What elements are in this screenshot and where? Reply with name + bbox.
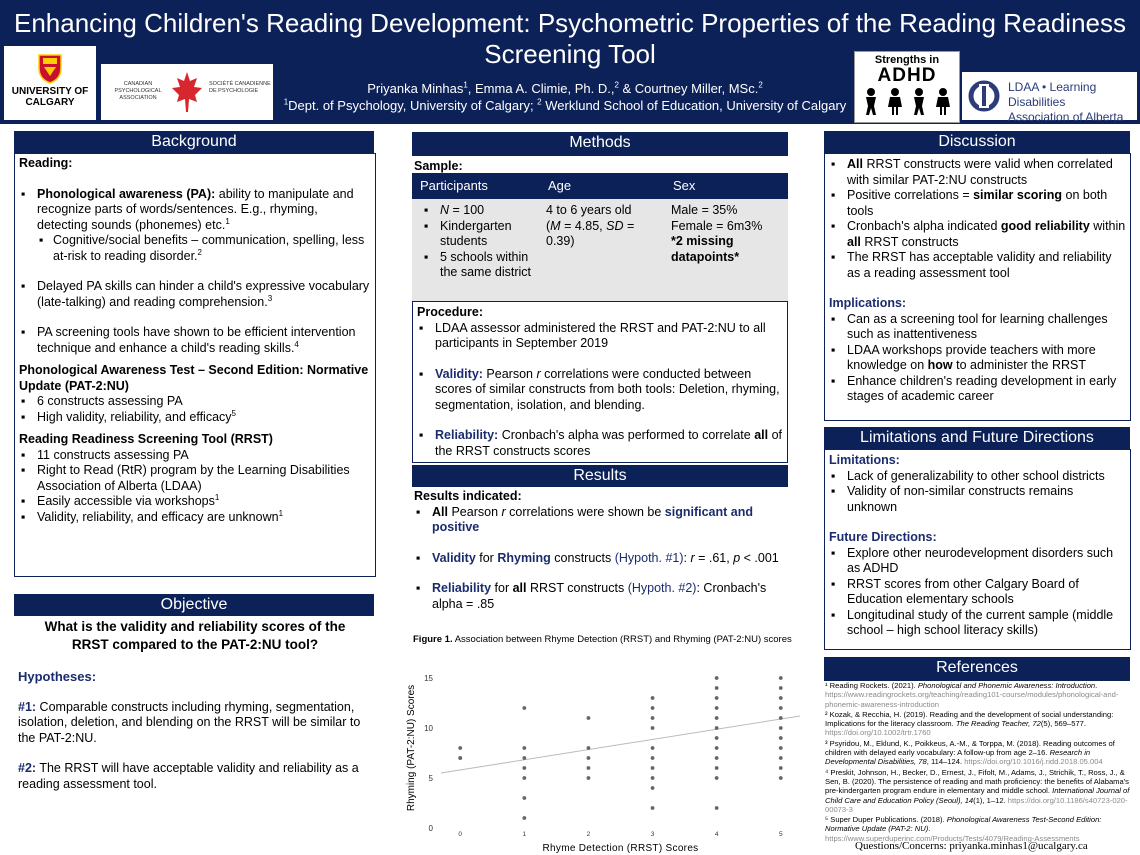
x-tick-label: 2	[586, 831, 591, 838]
scatter-point	[522, 816, 526, 820]
hypothesis-1: #1: Comparable constructs including rhyming, segmentation, isolation, deletion, and blending on the RRST will be similar to the PAT-2:NU.	[18, 699, 361, 745]
scatter-point	[779, 696, 783, 700]
list-item: ▪ High validity, reliability, and efficacy$^5$	[19, 410, 371, 426]
strengths-in-adhd-logo: Strengths in ADHD	[854, 51, 960, 123]
scatter-point	[458, 756, 462, 760]
scatter-point	[779, 746, 783, 750]
scatter-point	[715, 766, 719, 770]
x-tick-label: 5	[778, 831, 783, 838]
list-item: ▪ Enhance children's reading development in early stages of academic career	[829, 374, 1126, 405]
table-header: Sex	[665, 173, 788, 199]
list-item: ▪ Delayed PA skills can hinder a child's expressive vocabulary (late-talking) and reading comprehension.$^3$	[19, 279, 371, 310]
table-header: Participants	[412, 173, 540, 199]
x-tick-label: 1	[522, 831, 527, 838]
scatter-point	[651, 786, 655, 790]
list-item: ▪ Reliability for all RRST constructs (Hypoth. #2): Cronbach's alpha = .85	[414, 581, 784, 612]
scatter-point	[522, 766, 526, 770]
x-tick-label: 0	[458, 831, 463, 838]
scatter-point	[587, 746, 591, 750]
scatter-point	[715, 736, 719, 740]
author-list: Priyanka Minhas$^1$, Emma A. Climie, Ph. D.,$^2$ & Courtney Miller, MSc.$^2$	[367, 80, 763, 96]
scatter-point	[715, 686, 719, 690]
scatter-point	[522, 756, 526, 760]
scatter-point	[779, 766, 783, 770]
scatter-point	[715, 716, 719, 720]
ldaa-logo: LDAA • Learning Disabilities Association of Alberta	[962, 72, 1137, 120]
scatter-point	[651, 776, 655, 780]
objective-panel: What is the validity and reliability scores of the RRST compared to the PAT-2:NU tool? Hypotheses: #1: Comparable constructs including rhyming, segmentation, isolation, deletion, and blending on the RRST will be similar to the PAT-2:NU. #2: The RRST will have acceptable validity and reliability as a reading assessment tool.	[14, 616, 376, 852]
discussion-panel: ▪ All RRST constructs were valid when correlated with similar PAT-2:NU constructs ▪ Positive correlations = similar scoring on both tools ▪ Cronbach's alpha indicated good reliability within all RRST constructs ▪ The RRST has acceptable validity and reliability as a reading assessment tool Implications: ▪ Can as a screening tool for learning challenges such as inattentiveness ▪ LDAA workshops provide teachers with more knowledge on how to administer the RRST ▪ Enhance children's reading development in early stages of academic career	[824, 153, 1131, 421]
scatter-point	[587, 766, 591, 770]
scatter-point	[715, 756, 719, 760]
cpa-logo: CANADIAN PSYCHOLOGICAL ASSOCIATION SOCIÉTÉ CANADIENNE DE PSYCHOLOGIE	[101, 64, 273, 120]
figure-caption: Figure 1. Association between Rhyme Detection (RRST) and Rhyming (PAT-2:NU) scores	[413, 634, 792, 645]
x-tick-label: 4	[714, 831, 719, 838]
procedure-panel: Procedure: ▪ LDAA assessor administered the RRST and PAT-2:NU to all participants in September 2019 ▪ Validity: Pearson r correlations were conducted between scores of similar constructs from both tools: Deletion, rhyming, segmentation, isolation, and blending. ▪ Reliability: Cronbach's alpha was performed to correlate all of the RRST constructs scores	[412, 301, 788, 463]
poster-header	[0, 0, 1140, 124]
limitations-panel: Limitations: ▪ Lack of generalizability to other school districts ▪ Validity of non-similar constructs remains unknown Future Directions: ▪ Explore other neurodevelopment disorders such as ADHD ▪ RRST scores from other Calgary Board of Education elementary schools ▪ Longitudinal study of the current sample (middle school – high school literacy skills)	[824, 449, 1131, 650]
list-item: ▪ Validity of non-similar constructs remains unknown	[829, 484, 1126, 515]
section-heading-methods: Methods	[412, 132, 788, 156]
y-axis-label: Rhyming (PAT-2:NU) Scores	[406, 684, 417, 812]
reference-link[interactable]: https://doi.org/10.1002/trtr.1760	[825, 728, 931, 738]
scatter-point	[715, 726, 719, 730]
maple-leaf-icon	[169, 70, 205, 114]
reference-link[interactable]: https://www.readingrockets.org/teaching/reading101-course/modules/phonological-and-phonemic-awareness-introduction	[825, 690, 1119, 709]
list-item: ▪ Validity, reliability, and efficacy are unknown$^1$	[19, 510, 371, 526]
section-heading-objective: Objective	[14, 594, 374, 618]
scatter-point	[779, 726, 783, 730]
scatter-point	[651, 696, 655, 700]
list-item: ▪ Validity for Rhyming constructs (Hypoth. #1): r = .61, p < .001	[414, 551, 784, 567]
list-item: ▪ Right to Read (RtR) program by the Learning Disabilities Association of Alberta (LDAA)	[19, 463, 371, 494]
list-item: ▪ Lack of generalizability to other school districts	[829, 469, 1126, 485]
scatter-point	[522, 776, 526, 780]
scatter-point	[522, 706, 526, 710]
affiliations: $^1$Dept. of Psychology, University of Calgary; $^2$ Werklund School of Education, University of Calgary	[283, 97, 847, 113]
scatter-point	[651, 746, 655, 750]
scatter-point	[715, 806, 719, 810]
reference-item: ⁵ Super Duper Publications. (2018). Phonological Awareness Test-Second Edition: Normative Update (PAT-2: NU). https://www.superduperinc.com/Products/Tests/4079/Reading-Assessments	[825, 815, 1102, 843]
scatter-point	[779, 776, 783, 780]
scatter-point	[522, 796, 526, 800]
section-heading-references: References	[824, 657, 1130, 681]
hypothesis-2: #2: The RRST will have acceptable validity and reliability as a reading assessment tool.	[18, 761, 359, 791]
scatter-point	[715, 746, 719, 750]
reference-list	[825, 681, 1130, 843]
reference-link[interactable]: https://doi.org/10.1186/s40723-020-00073-3	[825, 795, 1128, 814]
reference-item: ³ Psyridou, M., Eklund, K., Poikkeus, A.-M., & Torppa, M. (2018). Reading outcomes of children with delayed early vocabulary: A follow-up from age 2–16. Research in Developmental Disabilities, 78, 114–124. https://doi.org/10.1016/j.ridd.2018.05.004	[825, 738, 1115, 767]
scatter-point	[522, 746, 526, 750]
y-tick-label: 10	[424, 724, 433, 733]
x-tick-label: 3	[650, 831, 655, 838]
list-item: ▪ Longitudinal study of the current sample (middle school – high school literacy skills)	[829, 608, 1126, 639]
scatter-point	[715, 706, 719, 710]
children-silhouettes-icon	[859, 86, 955, 116]
scatter-point	[651, 706, 655, 710]
y-tick-label: 5	[428, 774, 433, 783]
reference-item: ¹ Reading Rockets. (2021). Phonological and Phonemic Awareness: Introduction. https://www.readingrockets.org/teaching/reading101-course/modules/phonological-and-phonemic-awareness-introduction	[825, 681, 1119, 709]
background-panel: Reading: ▪ Phonological awareness (PA): ability to manipulate and recognize parts of words/sentences. E.g., rhyming, detecting sounds (phonemes) etc.$^1$ ▪ Cognitive/social benefits – communication, spelling, less at-risk to reading disorder.$^2$ ▪ Delayed PA skills can hinder a child's expressive vocabulary (late-talking) and reading comprehension.$^3$ ▪ PA screening tools have shown to be efficient intervention technique and enhance a child's reading skills.$^4$ Phonological Awareness Test – Second Edition: Normative Update (PAT-2:NU) ▪ 6 constructs assessing PA ▪ High validity, reliability, and efficacy$^5$ Reading Readiness Screening Tool (RRST) ▪ 11 constructs assessing PA ▪ Right to Read (RtR) program by the Learning Disabilities Association of Alberta (LDAA) ▪ Easily accessible via workshops$^1$ ▪ Validity, reliability, and efficacy are unknown$^1$	[14, 153, 376, 577]
list-item: ▪ Reliability: Cronbach's alpha was performed to correlate all of the RRST constructs scores	[417, 428, 783, 459]
scatter-point	[715, 676, 719, 680]
scatter-point	[651, 726, 655, 730]
scatter-point	[587, 756, 591, 760]
list-item: ▪ RRST scores from other Calgary Board of Education elementary schools	[829, 577, 1126, 608]
trendline	[441, 716, 800, 773]
section-heading-results: Results	[412, 465, 788, 489]
scatter-point	[779, 706, 783, 710]
list-item: ▪ LDAA workshops provide teachers with more knowledge on how to administer the RRST	[829, 343, 1126, 374]
reference-item: ⁴ Preskit, Johnson, H., Becker, D., Ernest, J., Fifolt, M., Adams, J., Strichik, T., Ross, J., & Sen, B. (2020). The persistence of reading and math proficiency: the benefits of Alabama's pre-kindergarten program endure in elementary and middle school. International Journal of Child Care and Education Policy (Seoul), 14(1), 1–12. https://doi.org/10.1186/s40723-020-00073-3	[825, 767, 1130, 814]
scatter-point	[587, 716, 591, 720]
scatter-point	[651, 766, 655, 770]
reference-link[interactable]: https://doi.org/10.1016/j.ridd.2018.05.004	[964, 757, 1103, 767]
list-item: ▪ Can as a screening tool for learning challenges such as inattentiveness	[829, 312, 1126, 343]
scatter-point	[715, 776, 719, 780]
scatter-point	[715, 696, 719, 700]
scatter-point	[779, 736, 783, 740]
scatter-point	[458, 746, 462, 750]
scatter-point	[651, 806, 655, 810]
list-item: ▪ Validity: Pearson r correlations were conducted between scores of similar constructs from both tools: Deletion, rhyming, segmentation, isolation, and blending.	[417, 367, 783, 414]
list-item: ▪ Cronbach's alpha indicated good reliability within all RRST constructs	[829, 219, 1126, 250]
list-item: ▪ Explore other neurodevelopment disorders such as ADHD	[829, 546, 1126, 577]
x-axis-label: Rhyme Detection (RRST) Scores	[542, 843, 699, 854]
y-tick-label: 0	[428, 824, 433, 833]
poster-title: Enhancing Children's Reading Development: Psychometric Properties of the Reading Readiness Screening Tool	[13, 8, 1127, 69]
reference-item: ² Kozak, & Recchia, H. (2019). Reading and the development of social understanding: Implications for the literacy classroom. The Reading Teacher, 72(5), 569–577. https://doi.org/10.1002/trtr.1760	[825, 709, 1114, 738]
section-heading-background: Background	[14, 131, 374, 155]
section-heading-discussion: Discussion	[824, 131, 1130, 155]
scatter-point	[779, 676, 783, 680]
university-of-calgary-logo: UNIVERSITY OF CALGARY	[4, 46, 96, 120]
scatter-point	[651, 716, 655, 720]
list-item: ▪ Positive correlations = similar scoring on both tools	[829, 188, 1126, 219]
list-item: ▪ PA screening tools have shown to be efficient intervention technique and enhance a child's reading skills.$^4$	[19, 325, 371, 356]
background-list	[19, 187, 371, 357]
list-item: ▪ 11 constructs assessing PA	[19, 448, 371, 464]
scatter-point	[651, 756, 655, 760]
scatter-point	[587, 776, 591, 780]
reference-link[interactable]: https://www.superduperinc.com/Products/Tests/4079/Reading-Assessments	[825, 833, 1080, 843]
table-header: Age	[540, 173, 665, 199]
list-item: ▪ Phonological awareness (PA): ability to manipulate and recognize parts of words/sentences. E.g., rhyming, detecting sounds (phonemes) etc.$^1$ ▪ Cognitive/social benefits – communication, spelling, less at-risk to reading disorder.$^2$	[19, 187, 371, 265]
scatter-point	[779, 686, 783, 690]
research-question: What is the validity and reliability scores of the RRST compared to the PAT-2:NU tool?	[44, 619, 346, 652]
list-item: ▪ Cognitive/social benefits – communication, spelling, less at-risk to reading disorder.$^2$	[37, 233, 371, 264]
y-tick-label: 15	[424, 674, 433, 683]
table-cell: ▪ N = 100 ▪ Kindergarten students ▪ 5 schools within the same district	[412, 199, 540, 323]
table-cell: 4 to 6 years old (M = 4.85, SD = 0.39)	[540, 199, 665, 323]
section-heading-limitations: Limitations and Future Directions	[824, 427, 1130, 451]
list-item: ▪ LDAA assessor administered the RRST and PAT-2:NU to all participants in September 2019	[417, 321, 783, 352]
list-item: ▪ All Pearson r correlations were shown be significant and positive	[414, 505, 784, 536]
contact-email: Questions/Concerns: priyanka.minhas1@ucalgary.ca	[855, 840, 1088, 852]
list-item: ▪ The RRST has acceptable validity and reliability as a reading assessment tool	[829, 250, 1126, 281]
list-item: ▪ All RRST constructs were valid when correlated with similar PAT-2:NU constructs	[829, 157, 1126, 188]
results-panel: Results indicated: ▪ All Pearson r correlations were shown be significant and positive ▪ Validity for Rhyming constructs (Hypoth. #1): r = .61, p < .001 ▪ Reliability for all RRST constructs (Hypoth. #2): Cronbach's alpha = .85	[412, 487, 788, 632]
scatter-point	[779, 756, 783, 760]
ldaa-mark-icon	[966, 80, 1002, 112]
uc-shield-icon	[38, 54, 62, 84]
list-item: ▪ 6 constructs assessing PA	[19, 394, 371, 410]
list-item: ▪ Easily accessible via workshops$^1$	[19, 494, 371, 510]
scatter-point	[779, 716, 783, 720]
table-cell: Male = 35% Female = 6m3% *2 missing datapoints*	[665, 199, 788, 323]
scatter-chart	[400, 650, 812, 855]
